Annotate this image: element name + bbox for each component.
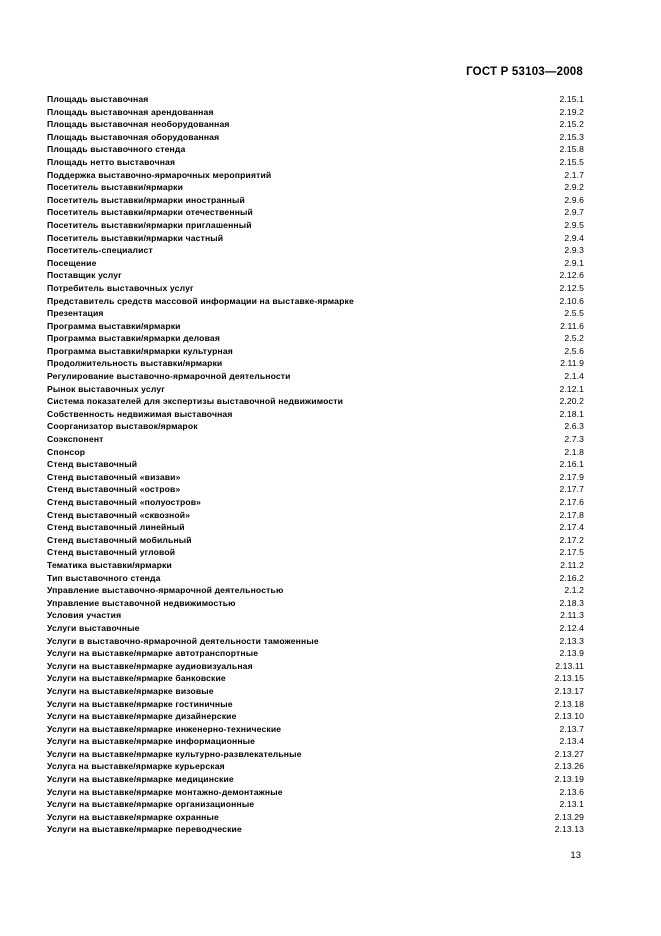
index-reference: 2.16.1 — [559, 459, 584, 470]
index-entry — [47, 131, 584, 144]
index-reference: 2.1.4 — [564, 371, 584, 382]
index-entry — [47, 244, 584, 257]
index-term: Спонсор — [47, 446, 86, 457]
index-term: Услуги на выставке/ярмарке монтажно-демонтажные — [47, 786, 283, 797]
index-entry — [47, 93, 584, 106]
index-term: Управление выставочно-ярмарочной деятельностью — [47, 585, 284, 596]
index-term: Услуги на выставке/ярмарке переводческие — [47, 824, 242, 835]
index-term: Услуги на выставке/ярмарке медицинские — [47, 774, 234, 785]
index-reference: 2.9.6 — [564, 194, 584, 205]
index-entry — [47, 206, 584, 219]
index-entry — [47, 698, 584, 711]
index-entry — [47, 282, 584, 295]
index-entry — [47, 811, 584, 824]
index-entry — [47, 748, 584, 761]
index-reference: 2.19.2 — [559, 106, 584, 117]
index-entry — [47, 408, 584, 421]
index-entry — [47, 672, 584, 685]
index-term: Услуги на выставке/ярмарке визовые — [47, 685, 214, 696]
index-term: Площадь выставочная — [47, 94, 149, 104]
index-entry — [47, 773, 584, 786]
index-entry — [47, 446, 584, 459]
index-entry — [47, 383, 584, 396]
index-entry — [47, 660, 584, 673]
index-reference: 2.1.2 — [564, 585, 584, 596]
index-entry — [47, 572, 584, 585]
index-reference: 2.12.4 — [559, 622, 584, 633]
index-reference: 2.10.6 — [559, 295, 584, 306]
index-term: Регулирование выставочно-ярмарочной деятельности — [47, 371, 291, 382]
index-reference: 2.17.7 — [559, 484, 584, 495]
index-reference: 2.13.26 — [554, 761, 584, 772]
index-term: Стенд выставочный мобильный — [47, 534, 192, 545]
index-reference: 2.15.2 — [559, 119, 584, 130]
index-entry — [47, 710, 584, 723]
index-reference: 2.5.5 — [564, 308, 584, 319]
index-entry — [47, 332, 584, 345]
index-term: Посетитель выставки/ярмарки — [47, 182, 184, 193]
index-reference: 2.9.3 — [564, 245, 584, 256]
index-term: Услуги в выставочно-ярмарочной деятельности таможенные — [47, 635, 319, 646]
index-reference: 2.17.2 — [559, 534, 584, 545]
index-reference: 2.9.4 — [564, 232, 584, 243]
index-reference: 2.20.2 — [559, 396, 584, 407]
index-term: Программа выставки/ярмарки — [47, 320, 181, 331]
index-reference: 2.13.17 — [554, 685, 584, 696]
index-term: Представитель средств массовой информации на выставке-ярмарке — [47, 295, 354, 306]
index-term: Услуга на выставке/ярмарке курьерская — [47, 761, 225, 772]
index-term: Услуги на выставке/ярмарке аудиовизуальная — [47, 660, 253, 671]
index-reference: 2.13.15 — [554, 673, 584, 684]
index-reference: 2.13.27 — [554, 748, 584, 759]
index-entry — [47, 433, 584, 446]
index-entry — [47, 635, 584, 648]
index-reference: 2.17.9 — [559, 471, 584, 482]
index-term: Соэкспонент — [47, 434, 104, 445]
index-term: Стенд выставочный «сквозной» — [47, 509, 191, 520]
index-term: Собственность недвижимая выставочная — [47, 408, 233, 419]
index-entry — [47, 521, 584, 534]
index-reference: 2.9.1 — [564, 257, 584, 268]
index-reference: 2.15.1 — [559, 94, 584, 104]
index-term: Услуги на выставке/ярмарке инженерно-технические — [47, 723, 282, 734]
index-reference: 2.15.8 — [559, 144, 584, 155]
index-term: Стенд выставочный угловой — [47, 547, 176, 558]
index-reference: 2.18.1 — [559, 408, 584, 419]
index-reference: 2.13.4 — [559, 736, 584, 747]
index-term: Посетитель выставки/ярмарки приглашенный — [47, 219, 252, 230]
index-term: Услуги на выставке/ярмарке культурно-развлекательные — [47, 748, 302, 759]
index-reference: 2.13.10 — [554, 711, 584, 722]
alphabetical-index — [47, 93, 584, 836]
index-reference: 2.6.3 — [564, 421, 584, 432]
index-entry — [47, 370, 584, 383]
index-entry — [47, 181, 584, 194]
index-term: Посетитель выставки/ярмарки частный — [47, 232, 224, 243]
index-term: Услуги на выставке/ярмарке информационные — [47, 736, 256, 747]
index-reference: 2.11.2 — [560, 559, 584, 570]
index-term: Услуги на выставке/ярмарке организационные — [47, 799, 255, 810]
index-term: Рынок выставочных услуг — [47, 383, 165, 394]
index-entry — [47, 307, 584, 320]
index-entry — [47, 345, 584, 358]
index-term: Площадь выставочная арендованная — [47, 106, 214, 117]
index-entry — [47, 395, 584, 408]
index-term: Условия участия — [47, 610, 122, 621]
index-term: Услуги на выставке/ярмарке банковские — [47, 673, 226, 684]
index-entry — [47, 320, 584, 333]
index-term: Стенд выставочный «остров» — [47, 484, 181, 495]
index-term: Стенд выставочный — [47, 459, 138, 470]
index-term: Посетитель-специалист — [47, 245, 153, 256]
index-term: Услуги на выставке/ярмарке дизайнерские — [47, 711, 237, 722]
index-entry — [47, 823, 584, 836]
index-reference: 2.17.6 — [559, 497, 584, 507]
index-reference: 2.13.7 — [559, 723, 584, 734]
index-term: Программа выставки/ярмарки культурная — [47, 345, 233, 356]
index-reference: 2.13.1 — [559, 799, 584, 810]
index-term: Площадь нетто выставочная — [47, 156, 176, 167]
index-entry — [47, 509, 584, 522]
index-reference: 2.16.2 — [559, 572, 584, 583]
index-reference: 2.1.7 — [564, 169, 584, 180]
index-entry — [47, 584, 584, 597]
index-term: Услуги на выставке/ярмарке автотранспортные — [47, 648, 259, 659]
index-entry — [47, 534, 584, 547]
index-reference: 2.17.8 — [559, 509, 584, 520]
index-term: Программа выставки/ярмарки деловая — [47, 333, 220, 344]
index-reference: 2.13.18 — [554, 698, 584, 709]
index-reference: 2.11.6 — [560, 320, 584, 331]
index-entry — [47, 496, 584, 509]
index-term: Площадь выставочного стенда — [47, 144, 186, 155]
index-entry — [47, 106, 584, 119]
index-entry — [47, 169, 584, 182]
index-term: Площадь выставочная оборудованная — [47, 131, 220, 142]
document-header: ГОСТ Р 53103—2008 — [466, 66, 583, 78]
index-term: Посетитель выставки/ярмарки иностранный — [47, 194, 245, 205]
index-entry — [47, 622, 584, 635]
index-reference: 2.9.5 — [564, 219, 584, 230]
index-reference: 2.12.5 — [559, 282, 584, 293]
index-entry — [47, 194, 584, 207]
index-entry — [47, 786, 584, 799]
index-reference: 2.13.9 — [559, 648, 584, 659]
index-term: Услуги выставочные — [47, 622, 140, 633]
index-entry — [47, 735, 584, 748]
index-reference: 2.13.6 — [559, 786, 584, 797]
index-term: Продолжительность выставки/ярмарки — [47, 358, 223, 369]
index-reference: 2.13.19 — [554, 774, 584, 785]
index-term: Посещение — [47, 257, 97, 268]
index-term: Соорганизатор выставок/ярмарок — [47, 421, 198, 432]
index-reference: 2.5.6 — [564, 345, 584, 356]
index-reference: 2.18.3 — [559, 597, 584, 608]
index-entry — [47, 257, 584, 270]
index-entry — [47, 609, 584, 622]
index-term: Тип выставочного стенда — [47, 572, 161, 583]
index-entry — [47, 546, 584, 559]
index-entry — [47, 760, 584, 773]
index-term: Площадь выставочная необорудованная — [47, 119, 230, 130]
index-entry — [47, 232, 584, 245]
index-term: Потребитель выставочных услуг — [47, 282, 194, 293]
index-term: Стенд выставочный линейный — [47, 522, 185, 533]
index-entry — [47, 118, 584, 131]
index-term: Услуги на выставке/ярмарке охранные — [47, 811, 219, 822]
index-entry — [47, 420, 584, 433]
index-term: Управление выставочной недвижимостью — [47, 597, 236, 608]
index-reference: 2.12.1 — [559, 383, 584, 394]
page-number: 13 — [570, 850, 581, 861]
index-reference: 2.13.11 — [555, 660, 584, 671]
index-entry — [47, 798, 584, 811]
index-term: Тематика выставки/ярмарки — [47, 559, 172, 570]
index-entry — [47, 156, 584, 169]
index-reference: 2.7.3 — [564, 434, 584, 445]
index-reference: 2.11.9 — [560, 358, 584, 369]
index-reference: 2.1.8 — [564, 446, 584, 457]
index-term: Посетитель выставки/ярмарки отечественный — [47, 207, 253, 218]
index-reference: 2.15.5 — [559, 156, 584, 167]
index-reference: 2.17.5 — [559, 547, 584, 558]
index-reference: 2.13.29 — [554, 811, 584, 822]
index-entry — [47, 471, 584, 484]
index-entry — [47, 685, 584, 698]
index-reference: 2.9.2 — [564, 182, 584, 193]
index-entry — [47, 219, 584, 232]
index-entry — [47, 723, 584, 736]
index-reference: 2.15.3 — [559, 131, 584, 142]
index-term: Поставщик услуг — [47, 270, 122, 281]
index-entry — [47, 647, 584, 660]
index-entry — [47, 458, 584, 471]
index-term: Стенд выставочный «визави» — [47, 471, 181, 482]
index-reference: 2.12.6 — [559, 270, 584, 281]
index-term: Услуги на выставке/ярмарке гостиничные — [47, 698, 233, 709]
index-reference: 2.5.2 — [564, 333, 584, 344]
index-term: Система показателей для экспертизы выставочной недвижимости — [47, 396, 344, 407]
index-entry — [47, 269, 584, 282]
index-entry — [47, 483, 584, 496]
index-term: Стенд выставочный «полуостров» — [47, 497, 202, 507]
index-entry — [47, 597, 584, 610]
index-reference: 2.17.4 — [559, 522, 584, 533]
index-reference: 2.13.13 — [554, 824, 584, 835]
index-reference: 2.13.3 — [559, 635, 584, 646]
index-entry — [47, 295, 584, 308]
index-reference: 2.9.7 — [564, 207, 584, 218]
index-term: Презентация — [47, 308, 104, 319]
index-reference: 2.11.3 — [560, 610, 584, 621]
index-entry — [47, 357, 584, 370]
index-entry — [47, 143, 584, 156]
index-term: Поддержка выставочно-ярмарочных мероприятий — [47, 169, 272, 180]
index-entry — [47, 559, 584, 572]
